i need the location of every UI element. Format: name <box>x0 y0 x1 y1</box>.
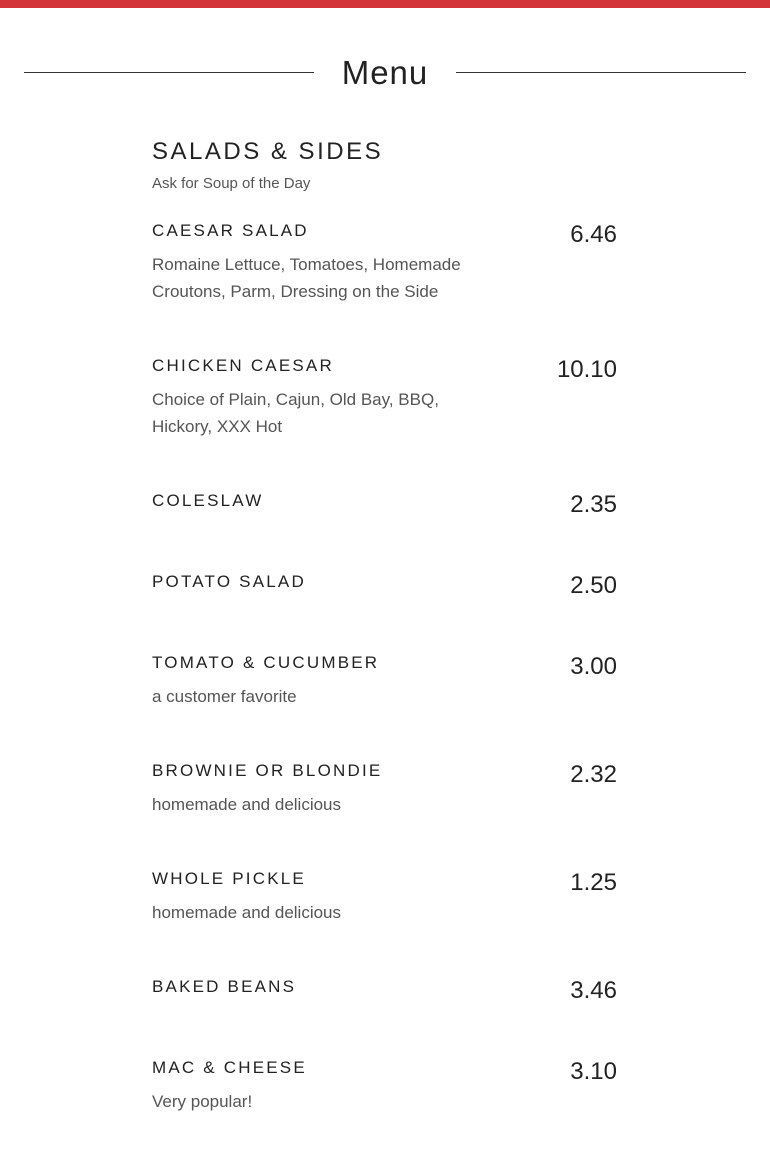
section-subtitle: Ask for Soup of the Day <box>152 175 311 192</box>
page-title: Menu <box>341 54 429 91</box>
menu-item-name: WHOLE PICKLE <box>152 869 306 888</box>
menu-item-name: CAESAR SALAD <box>152 221 309 240</box>
menu-item-name: BROWNIE OR BLONDIE <box>152 761 383 780</box>
menu-item-price: 3.10 <box>570 1058 617 1085</box>
menu-item-price: 10.10 <box>556 356 617 383</box>
header-rule-right <box>456 72 746 73</box>
menu-item <box>152 1057 617 1115</box>
menu-header <box>24 50 746 96</box>
menu-item-description: Very popular! <box>152 1092 253 1111</box>
section-salads-sides <box>152 136 617 194</box>
menu-item-description: homemade and delicious <box>152 903 342 922</box>
menu-item-name: MAC & CHEESE <box>152 1058 307 1077</box>
menu-item-price: 2.50 <box>570 572 617 599</box>
menu-item <box>152 490 617 518</box>
menu-item-name: COLESLAW <box>152 491 264 510</box>
top-accent-bar <box>0 0 770 8</box>
menu-item-name: TOMATO & CUCUMBER <box>152 653 380 672</box>
menu-item-description: a customer favorite <box>152 687 297 706</box>
menu-item <box>152 220 617 305</box>
menu-item-price: 3.46 <box>570 977 617 1004</box>
section-title: SALADS & SIDES <box>152 138 384 165</box>
menu-item <box>152 760 617 818</box>
menu-item-name: CHICKEN CAESAR <box>152 356 334 375</box>
menu-item-price: 2.32 <box>570 761 617 788</box>
menu-item <box>152 571 617 599</box>
menu-item-name: POTATO SALAD <box>152 572 306 591</box>
menu-item <box>152 355 617 440</box>
menu-item <box>152 976 617 1004</box>
menu-item-description: homemade and delicious <box>152 795 342 814</box>
menu-item-price: 1.25 <box>570 869 617 896</box>
menu-item-price: 2.35 <box>570 491 617 518</box>
menu-item-description: Choice of Plain, Cajun, Old Bay, BBQ, Hickory, XXX Hot <box>152 390 439 436</box>
menu-item-name: BAKED BEANS <box>152 977 297 996</box>
menu-item <box>152 652 617 710</box>
menu-item-description: Romaine Lettuce, Tomatoes, Homemade Croutons, Parm, Dressing on the Side <box>152 255 461 301</box>
menu-item-price: 3.00 <box>570 653 617 680</box>
menu-item <box>152 868 617 926</box>
menu-item-price: 6.46 <box>570 221 617 248</box>
